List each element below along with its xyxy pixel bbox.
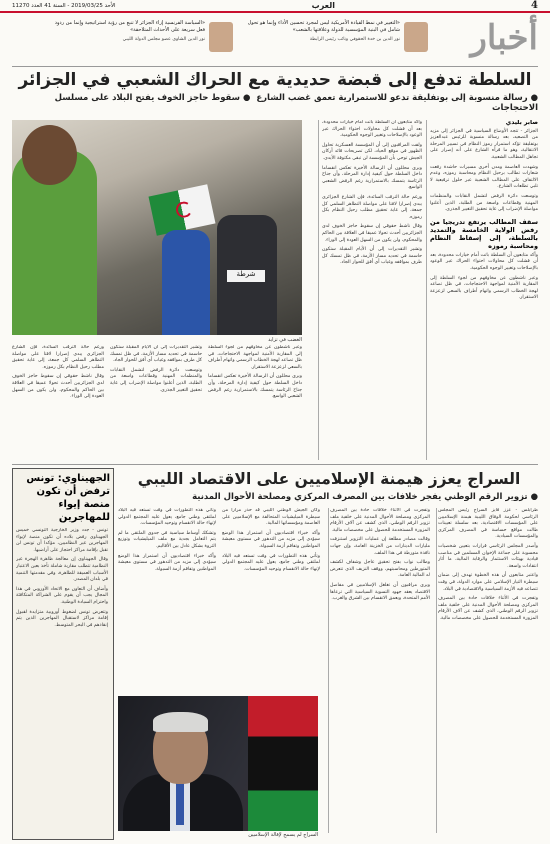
photo-caption: السراج لم يسمح لإقالة الإسلاميين	[248, 832, 318, 838]
paragraph: ويرى محللون أن الرسالة الأخيرة تعكس انقساما داخل السلطة حول كيفية إدارة المرحلة، وأن جناح الرئاسة يتمسك بالاستمرارية رغم الرفض الشعبي الواسع.	[322, 165, 422, 191]
paragraph: وتتعرض تونس لضغوط أوروبية متزايدة لقبول إقامة مراكز لاستقبال المهاجرين الذين يتم إنقاذهم في البحر المتوسط.	[16, 609, 108, 628]
paragraph: وقال ناشط حقوقي إن سقوط حاجز الخوف لدى الجزائريين أحدث تحولا عميقا في العلاقة بين الحاكم والمحكوم، ولن يكون من السهل العودة إلى الوراء.	[12, 374, 104, 400]
divider	[12, 66, 538, 67]
paragraph: ورغم حالة الترقب السائدة، فإن الشارع الجزائري يبدي إصرارا لافتا على مواصلة التظاهر السلمي كل جمعة، إلى غاية تحقيق مطلب رحيل النظام بكل رموزه.	[12, 345, 104, 370]
quote-block	[240, 20, 400, 43]
article1-headline: السلطة تدفع إلى قبضة حديدية مع الحراك الشعبي في الجزائر	[18, 70, 532, 90]
article1-column	[110, 345, 202, 460]
paragraph: وقال ناشط حقوقي إن سقوط حاجز الخوف لدى الجزائريين أحدث تحولا عميقا في العلاقة بين الحاكم والمحكوم، ولن يكون من السهل العودة إلى الوراء.	[322, 224, 422, 243]
section-header	[0, 16, 550, 64]
article1-column	[322, 120, 422, 460]
paragraph: تونس - جدد وزير الخارجية التونسي خميس الجهيناوي رفض بلاده أن تكون منصة لإيواء المهاجرين غير النظاميين، مؤكدا أن تونس لن تقبل بإقامة مراكز احتجاز على أراضيها.	[16, 528, 108, 553]
avatar	[404, 22, 428, 52]
protester-head	[22, 125, 77, 185]
brand-name: العرب	[311, 1, 335, 10]
paragraph: وأكد متابعون أن السلطة باتت أمام خيارات محدودة، بعد أن فشلت كل محاولات احتواء الحراك عبر الوعود بالإصلاحات وتغيير الوجوه الحكومية.	[430, 252, 538, 271]
paragraph: وتشير التقديرات إلى أن الأيام المقبلة ستكون حاسمة في تحديد مسار الأزمة، في ظل تمسك كل طرف بمواقفه وغياب أي أفق للحوار الجاد.	[322, 247, 422, 266]
section-title: أخبار	[470, 18, 538, 58]
issue-info: الأحد 2019/03/25 - السنة 41 العدد 11270	[12, 2, 116, 9]
person-tie	[176, 780, 184, 825]
column-rule	[318, 120, 319, 460]
paragraph: ورغم حالة الترقب السائدة، فإن الشارع الجزائري يبدي إصرارا لافتا على مواصلة التظاهر السلمي كل جمعة، إلى غاية تحقيق مطلب رحيل النظام بكل رموزه.	[322, 194, 422, 220]
quote-author: نور الدين بن خدة الحقوقي ونائب رئيس الرابطة	[309, 37, 400, 42]
sidebar-heading: الجهيناوي: تونس ترفض أن تكون منصة إيواء للمهاجرين	[26, 473, 110, 523]
divider	[12, 464, 538, 465]
paragraph: وتشكك أوساط سياسية في جدوى الملتقى ما لم يتم التعامل بجدية مع ملف الميليشيات وتوزيع الثروة بشكل عادل بين الأقاليم.	[118, 530, 216, 549]
article2-column	[222, 508, 320, 690]
protest-photo	[12, 120, 302, 335]
paragraph: ويرى مراقبون أن تغلغل الإسلاميين في مفاصل الاقتصاد يعقد جهود التسوية السياسية التي ترعاها الأمم المتحدة، ويعمق الانقسام بين الشرق والغرب.	[330, 582, 430, 602]
page-number: 4	[531, 0, 538, 11]
paragraph: وتفجرت في الأثناء خلافات حادة بين المصرف المركزي ومصلحة الأحوال المدنية على خلفية ملف تزوير الرقم الوطني، الذي كشف عن آلاف الأرقام المزورة المستخدمة للحصول على مخصصات مالية.	[438, 596, 538, 621]
paragraph: وشهدت العاصمة ومدن أخرى مسيرات حاشدة رفعت شعارات تطالب برحيل النظام ومحاسبة رموزه، وعدم الالتفاف على المطالب الشعبية عبر حلول ترقيعية لا تلبي تطلعات الشارع.	[430, 164, 538, 190]
paragraph: وطالب نواب بفتح تحقيق عاجل وشفاف لكشف المتورطين ومحاسبتهم، ووقف النزيف الذي تتعرض له المالية العامة.	[330, 560, 430, 579]
sarraj-photo	[118, 696, 318, 831]
paragraph: واعتبر متابعون أن هذه الخطوة تهدف إلى ضمان سيطرة التيار الإسلامي على موارد الدولة، في وقت تتصاعد فيه الأزمة السياسية والاقتصادية في البلاد.	[438, 573, 538, 592]
article2-column	[438, 508, 538, 833]
byline: صابر بليدي	[505, 120, 538, 126]
paragraph: وتوسعت دائرة الرفض لتشمل النقابات والمنظمات المهنية وقطاعات واسعة من الطلبة، الذين أعلنوا مواصلة الإضراب إلى غاية تحقيق التغيير الجذري.	[430, 193, 538, 213]
article1-subheadline: ● رسالة منسوبة إلى بوتفليقة تدعو للاستمرارية تعمق غضب الشارع ● سقوط حاجز الخوف يفتح البلاد على مسلسل الاحتجاجات	[54, 93, 538, 113]
paragraph: وتشير التقديرات إلى أن الأيام المقبلة ستكون حاسمة في تحديد مسار الأزمة، في ظل تمسك كل طرف بمواقفه وغياب أي أفق للحوار الجاد.	[110, 345, 202, 364]
highlight-box: سقف المطالب يرتفع تدريجيا من رفض الولاية الخامسة والتمديد بالسلطة، إلى إسقاط النظام ومحاسبة رموزه	[430, 217, 538, 250]
paragraph: الجزائر - تتجه الأوضاع السياسية في الجزائر إلى مزيد من التصعيد، بعد رسالة منسوبة للرئيس عبدالعزيز بوتفليقة تؤكد استمرار رموز النظام في تسيير المرحلة الانتقالية، وهو ما قرأه الشارع على أنه إصرار على تجاهل المطالب الشعبية.	[430, 128, 538, 160]
paragraph: وقالت مصادر مطلعة إن عمليات التزوير استنزفت مليارات الدينارات من الخزينة العامة، وإن جهات نافذة متورطة في هذا الملف.	[330, 537, 430, 556]
article2-sub: تزوير الرقم الوطني يفجر خلافات بين المصرف المركزي ومصلحة الأحوال المدنية	[192, 492, 528, 502]
libyan-flag	[248, 696, 318, 831]
paragraph: وتأتي هذه التطورات في وقت تستعد فيه البلاد لملتقى وطني جامع، يعول عليه المجتمع الدولي لإنهاء حالة الانقسام وتوحيد المؤسسات.	[222, 553, 320, 572]
article1-column	[430, 120, 538, 460]
quote-text: «التغيير في نمط القيادة الأمريكية ليس لمجرد تحسين الأداء وإنما هو تحول شامل في البنية المؤسسية للدولة وعلاقتها بالشعب»	[247, 20, 400, 33]
paragraph: وتأتي هذه التطورات في وقت تستعد فيه البلاد لملتقى وطني جامع، يعول عليه المجتمع الدولي لإنهاء حالة الانقسام وتوحيد المؤسسات.	[118, 508, 216, 527]
paragraph: وقال الجهيناوي إن معالجة ظاهرة الهجرة غير النظامية تتطلب مقاربة شاملة تأخذ بعين الاعتبار الأسباب العميقة للظاهرة، وفي مقدمتها التنمية في بلدان المصدر.	[16, 557, 108, 583]
paragraph: وأصدر المجلس الرئاسي قرارات بتعيين شخصيات محسوبة على جماعة الإخوان المسلمين في مناصب قيادية بهيئات الاستثمار والرقابة المالية، ما أثار انتقادات واسعة.	[438, 543, 538, 569]
algerian-flag	[148, 184, 215, 236]
protester-figure	[162, 230, 210, 335]
article1-column	[208, 345, 302, 460]
paragraph: وتوسعت دائرة الرفض لتشمل النقابات والمنظمات المهنية وقطاعات واسعة من الطلبة، الذين أعلنوا مواصلة الإضراب إلى غاية تحقيق التغيير الجذري.	[110, 367, 202, 393]
article2-subheadline: ● تزوير الرقم الوطني يفجر خلافات بين المصرف المركزي ومصلحة الأحوال المدنية	[192, 492, 538, 502]
paragraph: وتفجرت في الأثناء خلافات حادة بين المصرف المركزي ومصلحة الأحوال المدنية على خلفية ملف تزوير الرقم الوطني، الذي كشف عن آلاف الأرقام المزورة المستخدمة للحصول على مخصصات مالية.	[330, 508, 430, 533]
article2-headline: السراج يعزز هيمنة الإسلاميين على الاقتصاد الليبي	[137, 470, 521, 488]
paragraph: وعبر ناشطون عن مخاوفهم من لجوء السلطة إلى المقاربة الأمنية لمواجهة الاحتجاجات، في ظل تصاعد لهجة الخطاب الرسمي واتهام أطراف بالسعي لزعزعة الاستقرار.	[430, 275, 538, 301]
paragraph: وأكد خبراء اقتصاديون أن استمرار هذا الوضع سيؤدي إلى مزيد من التدهور في مستوى معيشة المواطنين وتفاقم أزمة السيولة.	[118, 553, 216, 572]
column-rule	[426, 120, 427, 460]
column-rule	[328, 508, 329, 833]
article1-sub2: سقوط حاجز الخوف يفتح البلاد على مسلسل الاحتجاجات	[54, 93, 538, 113]
article2-column	[330, 508, 430, 833]
article1-column	[12, 345, 104, 460]
paragraph: ويرى محللون أن الرسالة الأخيرة تعكس انقساما داخل السلطة حول كيفية إدارة المرحلة، وأن جناح الرئاسة يتمسك بالاستمرارية رغم الرفض الشعبي الواسع.	[208, 374, 302, 400]
paragraph: وأضاف أن التعاون مع الاتحاد الأوروبي في هذا المجال يجب أن يقوم على الشراكة المتكافئة واحترام السيادة الوطنية.	[16, 586, 108, 605]
sidebar-column	[16, 528, 108, 833]
column-rule	[436, 508, 437, 833]
article2-column	[118, 508, 216, 690]
paragraph: وأكد متابعون أن السلطة باتت أمام خيارات محدودة، بعد أن فشلت كل محاولات احتواء الحراك عبر الوعود بالإصلاحات وتغيير الوجوه الحكومية.	[322, 120, 422, 139]
photo-caption: الغضب في تزايد	[268, 337, 302, 343]
quote-author: نور الدين الشاوي عضو مجلس الدولة الليبي	[122, 37, 205, 42]
paragraph: ولفت المراقبون إلى أن المؤسسة العسكرية تحاول الظهور في موقع الحياد، لكن تصريحات قائد أركان الجيش توحي بأن المؤسسة لن تبقى مكتوفة الأيدي.	[322, 142, 422, 161]
paragraph: طرابلس - عزز فايز السراج رئيس المجلس الرئاسي لحكومة الوفاق الليبية هيمنة الإسلاميين على المؤسسات الاقتصادية، بعد سلسلة تعيينات طالت مواقع حساسة في المصرف المركزي والمؤسسات السيادية.	[438, 508, 538, 540]
paragraph: وكان الجيش الوطني الليبي قد حذر مرارا من سيطرة الميليشيات المتحالفة مع الإسلاميين على العاصمة ومؤسساتها المالية.	[222, 508, 320, 527]
paragraph: وأكد خبراء اقتصاديون أن استمرار هذا الوضع سيؤدي إلى مزيد من التدهور في مستوى معيشة المواطنين وتفاقم أزمة السيولة.	[222, 530, 320, 549]
article1-sub1: رسالة منسوبة إلى بوتفليقة تدعو للاستمرارية تعمق غضب الشارع	[256, 93, 528, 103]
person-hair	[153, 712, 208, 732]
avatar	[209, 22, 233, 52]
police-sign: شرطة	[227, 270, 265, 282]
quote-text: «السياسة الفرنسية إزاء الجزائر لا تنبع من رؤية استراتيجية وإنما من ردود فعل سريعة على الأحداث المتلاحقة»	[54, 20, 205, 33]
top-bar	[0, 0, 550, 13]
quote-block	[45, 20, 205, 43]
paragraph: وعبر ناشطون عن مخاوفهم من لجوء السلطة إلى المقاربة الأمنية لمواجهة الاحتجاجات، في ظل تصاعد لهجة الخطاب الرسمي واتهام أطراف بالسعي لزعزعة الاستقرار.	[208, 345, 302, 370]
